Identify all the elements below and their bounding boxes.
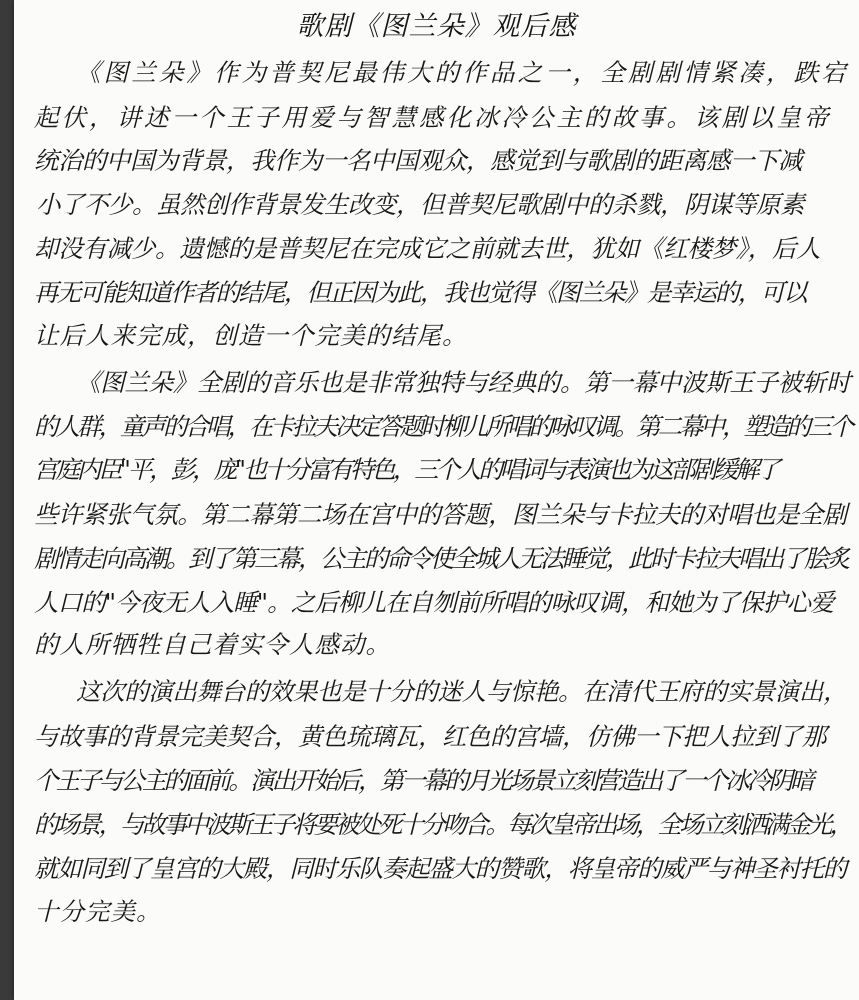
text-line: 的人所牺牲自己着实令人感动。 bbox=[34, 630, 391, 659]
text-line: 让后人来完成，创造一个完美的结尾。 bbox=[34, 321, 468, 350]
page-title: 歌剧《图兰朵》观后感 bbox=[296, 11, 577, 42]
text-line: 这次的演出舞台的效果也是十分的迷人与惊艳。在清代王府的实景演出， bbox=[76, 677, 848, 706]
text-line: 的人群，童声的合唱，在卡拉夫决定答题时柳儿所唱的咏叹调。第二幕中，塑造的三个 bbox=[34, 412, 851, 441]
document-page bbox=[14, 0, 859, 1000]
text-line: 《图兰朵》全剧的音乐也是非常独特与经典的。第一幕中波斯王子被斩时 bbox=[76, 368, 851, 397]
text-line: 剧情走向高潮。到了第三幕，公主的命令使全城人无法睡觉，此时卡拉夫唱出了脍炙 bbox=[34, 544, 848, 573]
text-line: 就如同到了皇宫的大殿，同时乐队奏起盛大的赞歌，将皇帝的威严与神圣衬托的 bbox=[34, 854, 846, 883]
text-line: 宫庭内臣"平，彭，庞"也十分富有特色，三个人的唱词与表演也为这部剧缓解了 bbox=[34, 455, 778, 484]
text-line: 十分完美。 bbox=[34, 897, 162, 926]
text-line: 统治的中国为背景，我作为一名中国观众，感觉到与歌剧的距离感一下减 bbox=[34, 146, 802, 175]
text-line: 小了不少。虽然创作背景发生改变，但普契尼歌剧中的杀戮，阴谋等原素 bbox=[36, 190, 804, 219]
text-line: 些许紧张气氛。第二幕第二场在宫中的答题，图兰朵与卡拉夫的对唱也是全剧 bbox=[34, 500, 847, 529]
text-line: 《图兰朵》作为普契尼最伟大的作品之一，全剧剧情紧凑，跌宕 bbox=[76, 58, 849, 87]
text-line: 人口的"今夜无人入睡"。之后柳儿在自刎前所唱的咏叹调，和她为了保护心爱 bbox=[34, 588, 834, 617]
text-line: 再无可能知道作者的结尾，但正因为此，我也觉得《图兰朵》是幸运的，可以 bbox=[34, 278, 806, 307]
text-line: 的场景，与故事中波斯王子将要被处死十分吻合。每次皇帝出场，全场立刻洒满金光， bbox=[34, 810, 851, 839]
text-line: 与故事的背景完美契合，黄色琉璃瓦，红色的宫墙，仿佛一下把人拉到了那 bbox=[34, 722, 826, 751]
text-line: 个王子与公主的面前。演出开始后，第一幕的月光场景立刻营造出了一个冰冷阴暗 bbox=[34, 766, 812, 795]
text-line: 却没有减少。遗憾的是普契尼在完成它之前就去世，犹如《红楼梦》，后人 bbox=[34, 234, 821, 263]
text-line: 起伏，讲述一个王子用爱与智慧感化冰冷公主的故事。该剧以皇帝 bbox=[34, 103, 832, 132]
